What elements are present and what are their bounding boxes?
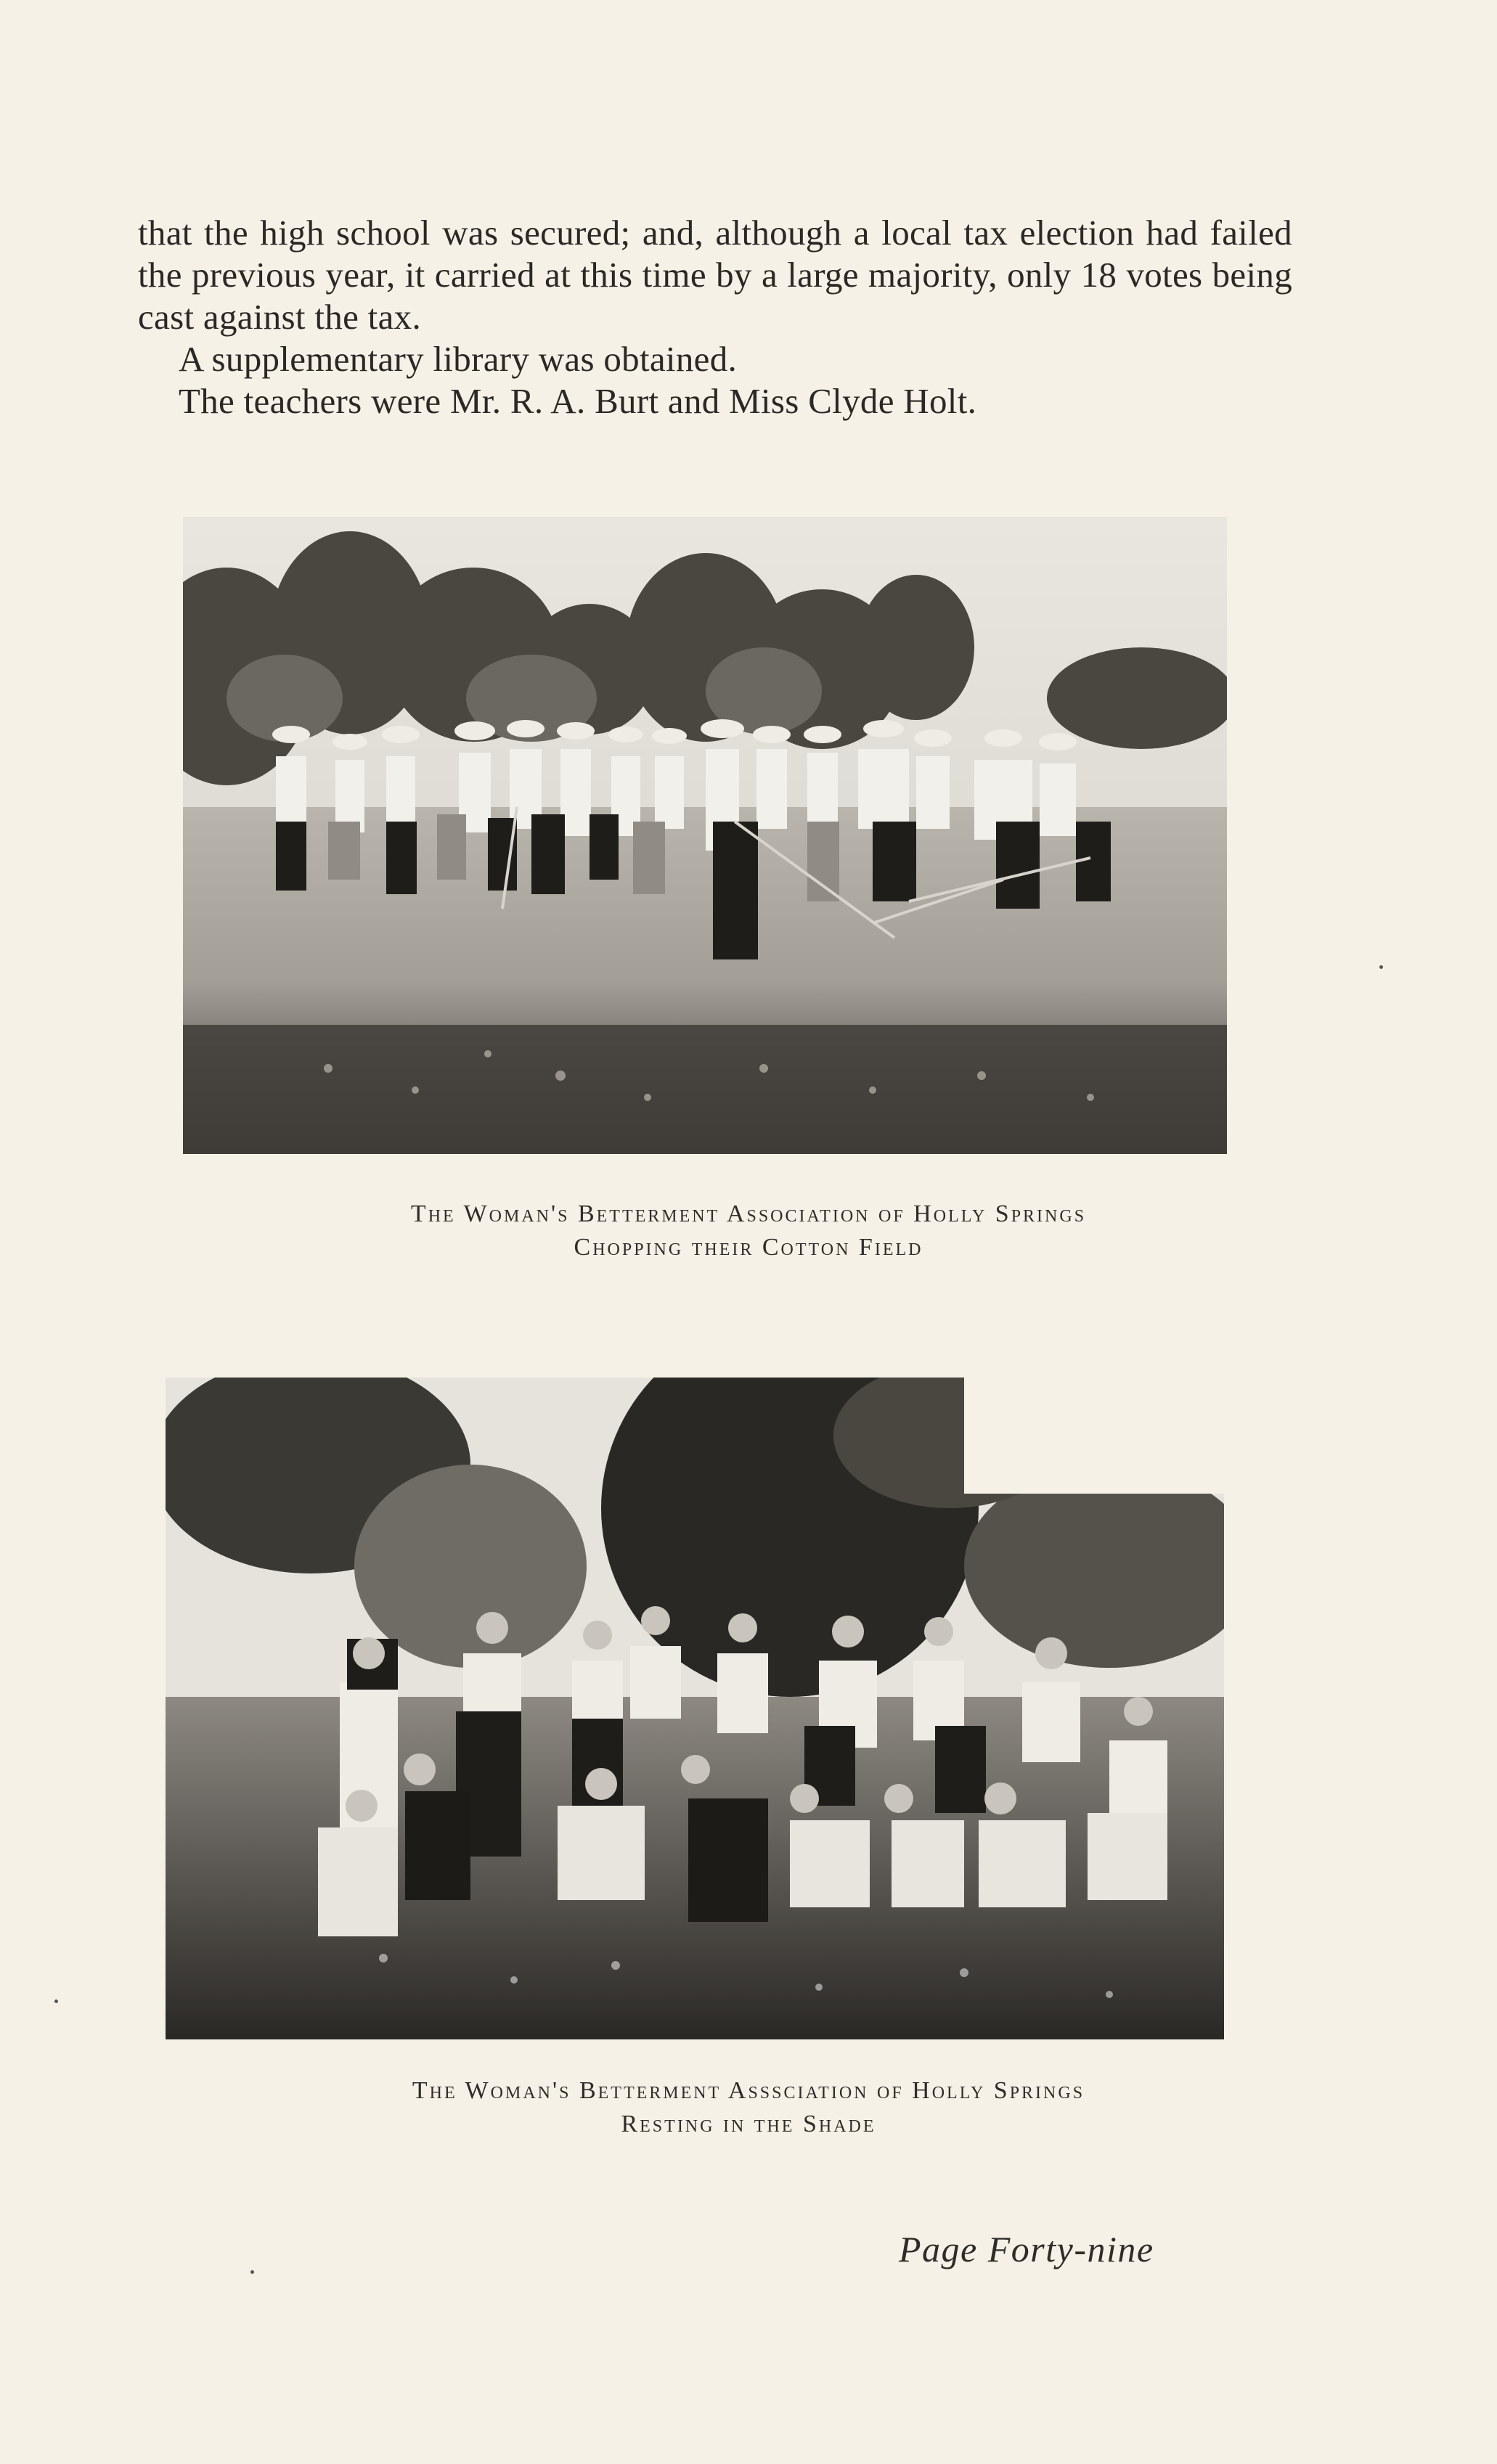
print-speck	[54, 2000, 58, 2003]
print-speck	[250, 2270, 254, 2274]
caption-line-1: The Woman's Betterment Association of Holly Springs	[410, 1200, 1087, 1227]
caption-chopping-cotton-field	[0, 1198, 1497, 1264]
photo-resting-in-shade	[166, 1378, 1224, 2039]
paragraph-teachers: The teachers were Mr. R. A. Burt and Miss Clyde Holt.	[179, 381, 977, 421]
page-number: Page Forty-nine	[899, 2229, 1154, 2269]
print-speck	[1379, 965, 1383, 969]
caption-resting-in-shade	[0, 2074, 1497, 2141]
body-text	[138, 212, 1292, 422]
paragraph-continuation: that the high school was secured; and, although a local tax election had failed the previous year, it carried at this time by a large majority, only 18 votes being cast against the tax.	[138, 213, 1292, 337]
photo-chopping-cotton-field	[183, 517, 1227, 1154]
paragraph-library: A supplementary library was obtained.	[179, 339, 738, 379]
caption-line-1: The Woman's Betterment Asssciation of Holly Springs	[412, 2077, 1085, 2104]
caption-line-2: Chopping their Cotton Field	[574, 1234, 923, 1261]
caption-line-2: Resting in the Shade	[621, 2111, 876, 2137]
